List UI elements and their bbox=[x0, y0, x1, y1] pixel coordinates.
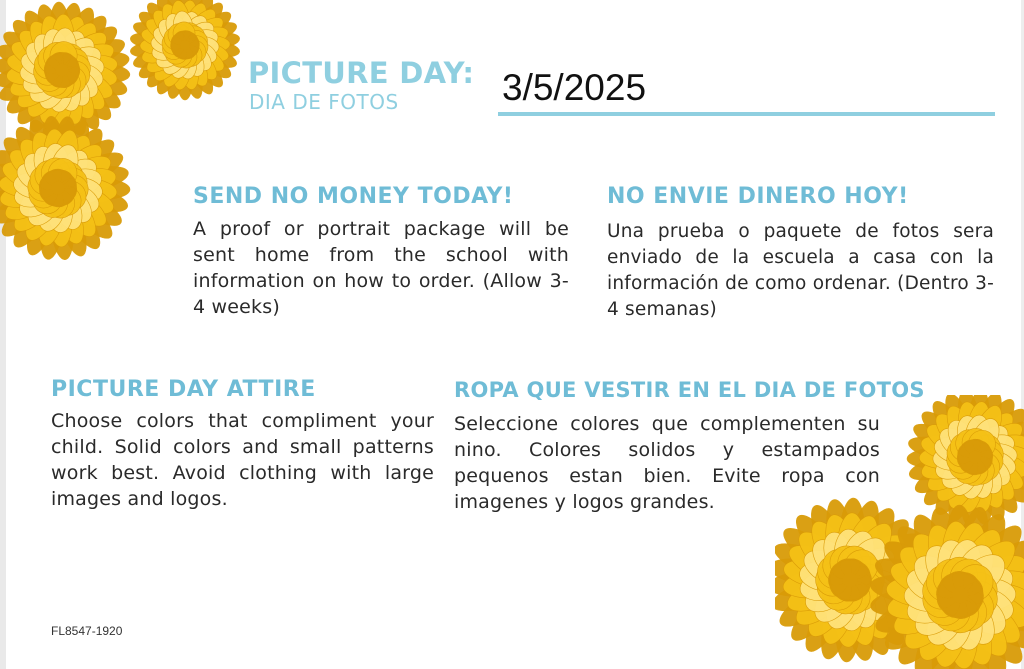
ropa-que-vestir-heading: ROPA QUE VESTIR EN EL DIA DE FOTOS bbox=[454, 378, 925, 402]
picture-day-attire-text: Choose colors that compliment your child. Solid colors and small patterns work best. Avoid clothing with large images and logos. bbox=[51, 410, 434, 510]
date-underline bbox=[498, 112, 995, 116]
dia-de-fotos-subtitle: DIA DE FOTOS bbox=[249, 90, 399, 114]
ropa-que-vestir-text: Seleccione colores que complementen su nino. Colores solidos y estampados pequenos estan bien. Evite ropa con imagenes y logos grandes. bbox=[454, 413, 880, 513]
flower-icon bbox=[0, 115, 131, 261]
picture-day-attire-heading: PICTURE DAY ATTIRE bbox=[51, 377, 316, 402]
flower-icon bbox=[129, 0, 240, 101]
no-envie-dinero-heading: NO ENVIE DINERO HOY! bbox=[607, 184, 909, 209]
flower-icon bbox=[906, 395, 1024, 526]
form-code: FL8547-1920 bbox=[51, 624, 123, 638]
no-envie-dinero-text: Una prueba o paquete de fotos sera enviado de la escuela a casa con la información de como ordenar. (Dentro 3-4 semanas) bbox=[607, 221, 994, 320]
send-no-money-heading: SEND NO MONEY TODAY! bbox=[193, 184, 514, 209]
send-no-money-text: A proof or portrait package will be sent home from the school with information on how to order. (Allow 3-4 weeks) bbox=[193, 218, 569, 318]
picture-day-date: 3/5/2025 bbox=[502, 67, 647, 108]
picture-day-title: PICTURE DAY: bbox=[248, 56, 475, 90]
